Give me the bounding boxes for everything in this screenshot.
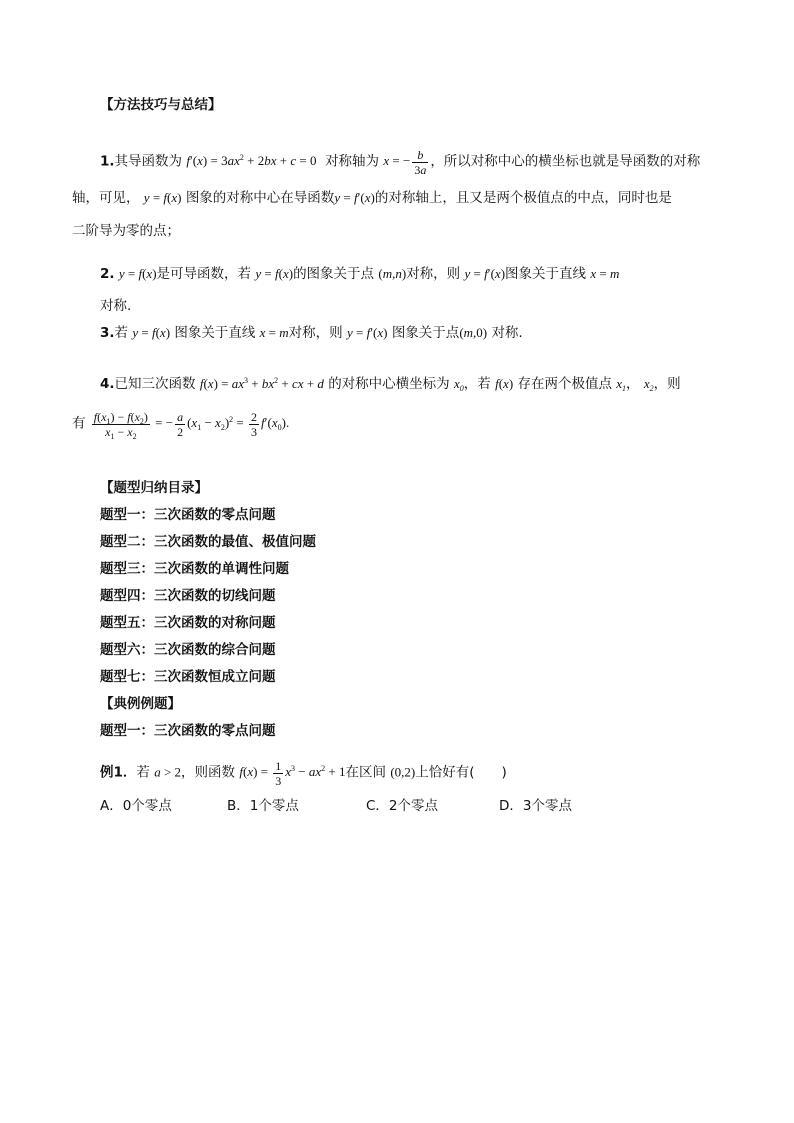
p1-number: 1. <box>100 153 115 170</box>
p2-formula-y-fx: y = f(x) <box>118 266 157 281</box>
p2-formula-y-fprime: y = f′(x) <box>464 266 506 281</box>
p3-formula-y-fprime: y = f′(x) <box>346 325 388 340</box>
examples-heading: 【典例例题】 <box>100 696 181 712</box>
p3-text-5: 对称. <box>491 325 523 341</box>
fraction-b-over-3a: $\frac{b}{3a}$ <box>414 148 427 177</box>
p1-formula-y-fx: y = f(x) <box>143 190 182 205</box>
p4-text-5: ， <box>626 376 640 392</box>
toc-heading: 【题型归纳目录】 <box>100 480 208 496</box>
option-a: A．0个零点 <box>100 798 172 814</box>
paragraph-2-line-1 <box>100 264 619 284</box>
toc-item-7: 题型七：三次函数恒成立问题 <box>100 669 276 685</box>
p3-text-4: 图象关于点 <box>391 325 460 341</box>
p1-text-7: 二阶导为零的点； <box>72 223 180 239</box>
fraction-1-over-3: $\frac{1}{3}$ <box>275 759 282 788</box>
paragraph-1-line-2 <box>72 188 672 208</box>
p4-text-7: 有 <box>72 415 86 432</box>
example-1-text-2: ，则函数 <box>181 764 236 781</box>
p3-formula-point-m0: (m,0) <box>459 325 488 340</box>
p2-formula-x-eq-m: x = m <box>590 266 620 281</box>
paragraph-3 <box>100 323 523 343</box>
p3-formula-x-eq-m: x = m <box>259 325 289 340</box>
p1-formula-y-fprime: y = f′(x) <box>334 190 375 205</box>
p4-text-6: ，则 <box>653 376 681 392</box>
example-1-condition: a > 2 <box>154 764 182 780</box>
p4-text-1: 已知三次函数 <box>114 376 196 392</box>
type1-heading: 题型一：三次函数的零点问题 <box>100 723 276 739</box>
p2-formula-point-mn: (m,n) <box>378 266 407 281</box>
p2-text-3: 对称，则 <box>406 266 461 282</box>
toc-item-5: 题型五：三次函数的对称问题 <box>100 615 276 631</box>
p1-text-4: 轴，可见， <box>72 190 140 206</box>
fraction-2-over-3: $\frac{2}{3}$ <box>251 410 258 439</box>
p2-number: 2. <box>100 266 115 282</box>
p1-formula-axis: x = − $\frac{b}{3a}$ <box>383 148 427 177</box>
p4-text-2: 的对称中心横坐标为 <box>328 376 450 392</box>
p1-text-2: 对称轴为 <box>325 153 380 170</box>
p4-formula-x2: $x_2$ <box>643 376 654 393</box>
p4-formula-identity: $\frac{f(x_1) - f(x_2)}{x_1 - x_2}$ = − $\frac{a}{2}$ $(x_1 - x_2)^2$ = $\frac{2}{3}$ $f'(x_0)$. <box>93 410 290 441</box>
paragraph-4-line-1 <box>100 374 681 394</box>
toc-item-6: 题型六：三次函数的综合问题 <box>100 642 276 658</box>
toc-item-4: 题型四：三次函数的切线问题 <box>100 588 276 604</box>
p2-text-4: 图象关于直线 <box>505 266 587 282</box>
example-1-text-4: 上恰好有( ) <box>415 764 507 781</box>
fraction-difference-quotient: $\frac{f(x_1) - f(x_2)}{x_1 - x_2}$ <box>93 410 148 441</box>
p1-text-6: 的对称轴上，且又是两个极值点的中点，同时也是 <box>374 190 672 206</box>
example-1-text-3: 在区间 <box>345 764 387 781</box>
example-1-function: f(x) = $\frac{1}{3}$ $x^3 - ax^2 + 1$ <box>239 759 346 788</box>
p4-text-4: 存在两个极值点 <box>517 376 612 392</box>
example-1-question <box>100 759 507 788</box>
p4-formula-fx: f(x) <box>495 376 514 391</box>
section-heading: 【方法技巧与总结】 <box>100 97 222 113</box>
p3-text-1: 若 <box>114 325 129 341</box>
p4-text-3: ，若 <box>463 376 491 392</box>
p2-text-5: 对称. <box>100 298 132 314</box>
p4-formula-x0: $x_0$ <box>453 376 464 393</box>
p2-text-2: 的图象关于点 <box>293 266 375 282</box>
p2-text-1: 是可导函数，若 <box>156 266 252 282</box>
p1-text-5: 图象的对称中心在导函数 <box>185 190 335 206</box>
option-c: C．2个零点 <box>366 798 439 814</box>
p4-formula-cubic: $f(x) = ax^3 + bx^2$ + cx + d <box>199 376 324 391</box>
example-1-text-1: 若 <box>136 764 150 781</box>
example-1-label: 例1． <box>100 764 137 781</box>
p3-formula-y-fx: y = f(x) <box>132 325 171 340</box>
p1-formula-derivative: $f'(x) = 3ax^2 + 2bx + c = 0$ <box>186 153 317 169</box>
example-1-interval: (0,2) <box>390 764 416 780</box>
toc-item-3: 题型三：三次函数的单调性问题 <box>100 561 289 577</box>
option-b: B．1个零点 <box>227 798 299 814</box>
paragraph-1-line-1 <box>100 148 700 177</box>
p2-formula-y-fx-2: y = f(x) <box>255 266 294 281</box>
toc-item-1: 题型一：三次函数的零点问题 <box>100 507 276 523</box>
paragraph-4-line-2 <box>72 410 289 439</box>
toc-item-2: 题型二：三次函数的最值、极值问题 <box>100 534 316 550</box>
fraction-a-over-2: $\frac{a}{2}$ <box>177 410 184 439</box>
p4-number: 4. <box>100 376 115 392</box>
p3-number: 3. <box>100 325 115 341</box>
p1-text-3: ，所以对称中心的横坐标也就是导函数的对称 <box>430 153 701 170</box>
p3-text-3: 对称，则 <box>288 325 343 341</box>
p3-text-2: 图象关于直线 <box>174 325 256 341</box>
p1-text-1: 其导函数为 <box>114 153 183 170</box>
option-d: D．3个零点 <box>499 798 572 814</box>
p4-formula-x1: $x_1$ <box>616 376 627 393</box>
